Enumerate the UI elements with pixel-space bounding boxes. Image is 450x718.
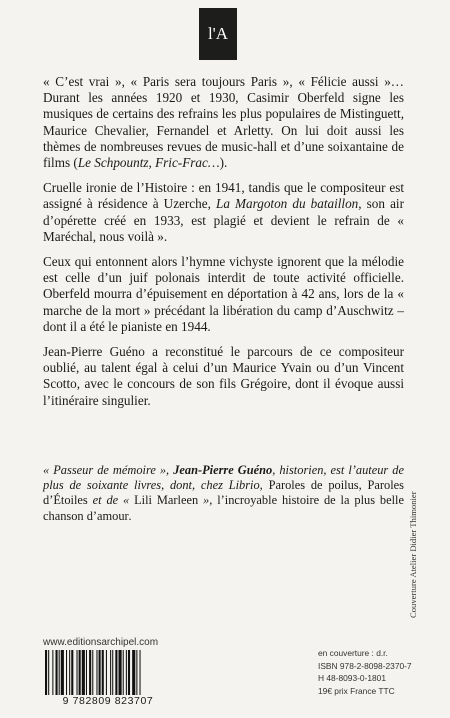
barcode-bar bbox=[69, 650, 70, 700]
barcode-bar bbox=[77, 650, 78, 700]
barcode-bar bbox=[102, 650, 104, 700]
cover-note: en couverture : d.r. bbox=[318, 648, 388, 658]
book-subtitle: l’incroyable histoire de la plus belle chanson d’amour bbox=[43, 493, 404, 523]
product-code: H 48-8093-0-1801 bbox=[318, 673, 386, 684]
barcode-bar bbox=[110, 650, 111, 700]
barcode-bar bbox=[132, 650, 135, 700]
barcode-bar bbox=[71, 650, 73, 700]
barcode-bar bbox=[119, 650, 122, 700]
barcode-bar bbox=[59, 650, 60, 700]
book-title-lili: Lili Marleen bbox=[134, 493, 199, 508]
bio-text-3: », bbox=[198, 493, 218, 508]
barcode-bar bbox=[48, 650, 49, 700]
barcode-bar bbox=[96, 650, 97, 700]
barcode-bar bbox=[128, 650, 130, 700]
p2-text: Cruelle ironie de l’Histoire : en 1941, tandis que le compositeur est assigné à résidence à Uzerche, bbox=[43, 180, 404, 212]
isbn: ISBN 978-2-8098-2370-7 bbox=[318, 660, 412, 671]
bio-text-2: et de « bbox=[87, 493, 135, 508]
barcode-bar bbox=[140, 650, 141, 700]
bio-intro: « Passeur de mémoire », bbox=[43, 463, 174, 477]
barcode-bar bbox=[89, 650, 91, 700]
barcode-bar bbox=[66, 650, 67, 700]
barcode-bar bbox=[56, 650, 58, 700]
paragraph-2 bbox=[43, 180, 404, 245]
barcode-bar bbox=[45, 650, 47, 700]
barcode-bar bbox=[126, 650, 127, 700]
operetta-title: La Margoton du bataillon bbox=[216, 196, 359, 212]
paragraph-1 bbox=[43, 74, 404, 171]
paragraph-4: Jean-Pierre Guéno a reconstitué le parcours de ce compositeur oublié, au talent égal à celui d’un Maurice Yvain ou d’un Vincent Scotto, avec le concours de son fils Grégoire, dont il évoque aussi l’itinéraire singulier. bbox=[43, 344, 404, 408]
barcode-bar bbox=[99, 650, 101, 700]
barcode-bar bbox=[115, 650, 117, 700]
bio-text: , historien, est l’auteur de plus de soixante livres, dont, chez Librio, bbox=[43, 463, 404, 493]
barcode-number: 9 782809 823707 bbox=[43, 695, 173, 708]
cover-credit: Couverture Atelier Didier Thimonier bbox=[408, 491, 418, 618]
p2-end: , son air d’opérette créé en 1933, est plagié et devient le refrain de « Maréchal, nous voilà ». bbox=[43, 196, 404, 244]
isbn-barcode bbox=[43, 650, 173, 708]
barcode-bar bbox=[82, 650, 85, 700]
barcode-bar bbox=[136, 650, 137, 700]
barcode-bar bbox=[123, 650, 124, 700]
barcode-bar bbox=[106, 650, 107, 700]
publisher-logo: l'A bbox=[199, 8, 237, 60]
barcode-bar bbox=[61, 650, 64, 700]
back-cover-summary bbox=[43, 74, 404, 418]
film-titles: Le Schpountz, Fric-Frac… bbox=[77, 155, 220, 171]
publisher-website: www.editionsarchipel.com bbox=[43, 637, 159, 648]
p1-text: « C’est vrai », « Paris sera toujours Paris », « Félicie aussi »… Durant les années 1920 et 1930, Casimir Oberfeld signe les musiques de certains des refrains les plus populaires de Mistinguett, Maurice Chevalier, Fernandel et Arletty. On lui doit aussi les thèmes de nombreuses revues de music-hall et d’une soixantaine de films ( bbox=[43, 74, 404, 171]
p1-end: ). bbox=[219, 155, 228, 171]
author-name: Jean-Pierre Guéno bbox=[173, 463, 273, 477]
bio-end: . bbox=[128, 508, 132, 523]
barcode-bar bbox=[86, 650, 87, 700]
barcode-bar bbox=[92, 650, 93, 700]
barcode-bar bbox=[52, 650, 53, 700]
price: 19€ prix France TTC bbox=[318, 685, 395, 696]
book-meta bbox=[318, 647, 412, 697]
barcode-bar bbox=[79, 650, 81, 700]
author-bio bbox=[43, 463, 404, 524]
paragraph-3: Ceux qui entonnent alors l’hymne vichyste ignorent que la mélodie est celle d’un juif polonais interdit de toute activité officielle. Oberfeld mourra d’épuisement en déportation à 42 ans, lors de la « marche de la mort » précédant la libération du camp d’Auschwitz – dont il a été le pianiste en 1944. bbox=[43, 254, 404, 334]
barcode-bar bbox=[112, 650, 113, 700]
book-titles: Paroles de poilus, Paroles d’Étoiles bbox=[43, 478, 404, 508]
